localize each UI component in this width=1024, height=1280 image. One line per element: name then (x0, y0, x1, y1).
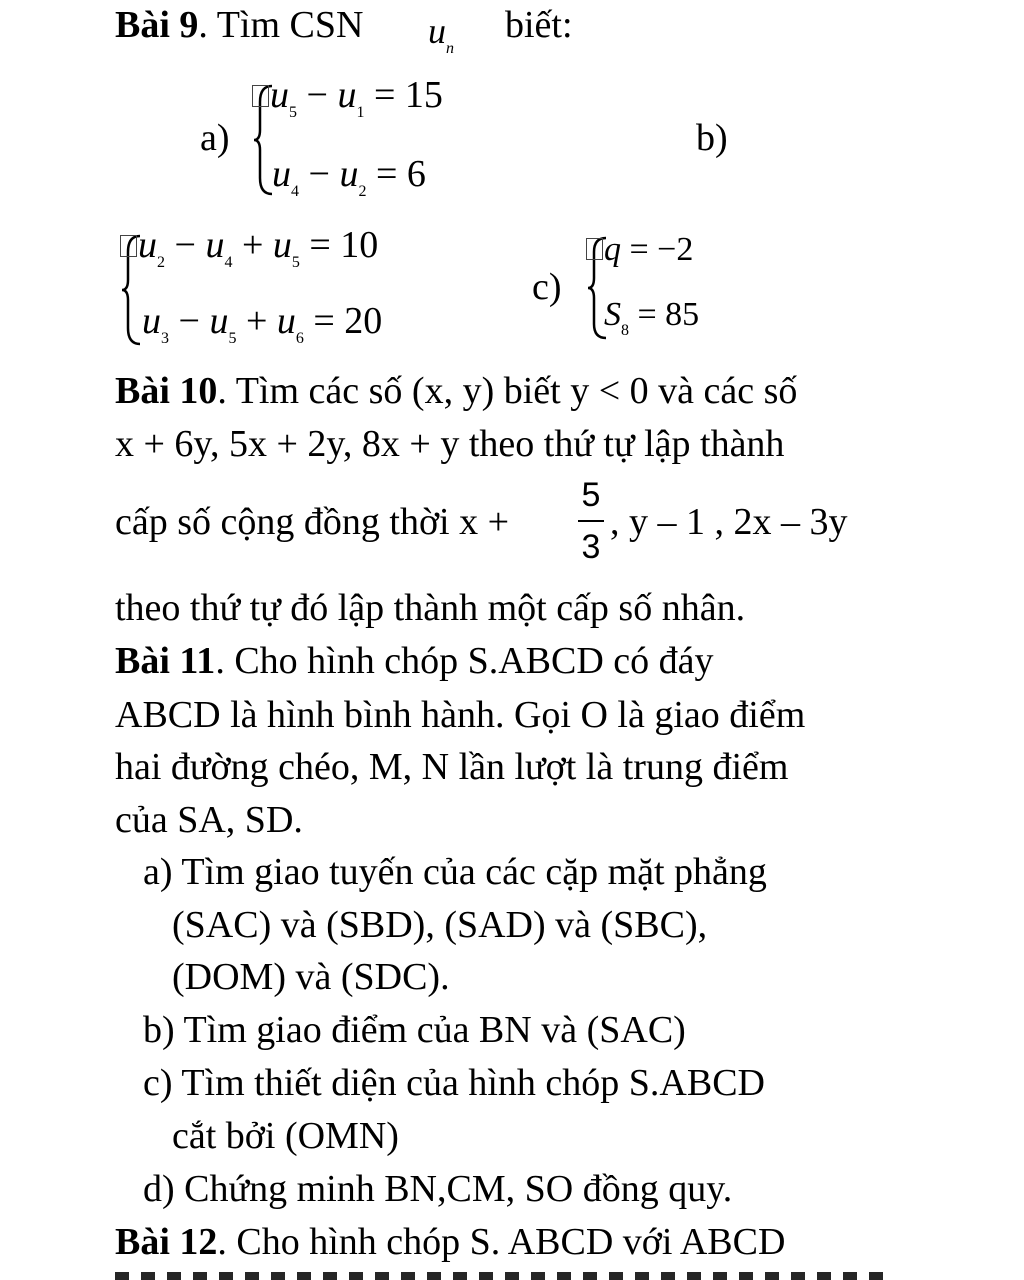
fraction-bar (578, 520, 604, 522)
bai9-b-eq1: $u_2 - u_4 + u_5 = 10$ (120, 226, 378, 271)
bai10-line3-pre: cấp số cộng đồng thời x + (115, 501, 510, 543)
bai10-line3-post: , y – 1 , 2x – 3y (610, 501, 848, 543)
fraction-denominator: 3 (581, 528, 601, 566)
bai9-intro: . Tìm CSN (198, 4, 364, 46)
bai11-line2: ABCD là hình bình hành. Gọi O là giao điểm (115, 694, 806, 736)
bai11-a1: a) Tìm giao tuyến của các cặp mặt phẳng (143, 851, 767, 893)
bai9-c-label: c) (532, 266, 562, 308)
bai10-line4: theo thứ tự đó lập thành một cấp số nhân. (115, 587, 746, 629)
bai12-line1: Bài 12. Cho hình chóp S. ABCD với ABCD (115, 1221, 786, 1263)
bai11-line4: của SA, SD. (115, 799, 303, 841)
bai9-heading (115, 6, 363, 44)
bai9-a-eq2: $u_4 - u_2 = 6$ (272, 153, 426, 200)
bai9-a-label: a) (200, 117, 230, 159)
bai12-title: Bài 12 (115, 1221, 218, 1263)
bai9-b-label: b) (696, 117, 728, 159)
cut-off-line (115, 1272, 895, 1280)
bai9-c-eq1: q = −2 (586, 233, 693, 267)
bai9-b-eq2: $u_3 - u_5 + u_6 = 20$ (142, 300, 383, 347)
bai10-line1: Bài 10. Tìm các số (x, y) biết y < 0 và các số (115, 370, 798, 412)
bai9-c-eq2: $S_8 = 85$ (604, 296, 700, 339)
bai11-c1: c) Tìm thiết diện của hình chóp S.ABCD (143, 1062, 765, 1104)
bai9-title: Bài 9 (115, 4, 199, 46)
missing-glyph-icon (252, 85, 269, 107)
bai10-title: Bài 10 (115, 370, 218, 412)
bai9-a-eq1: $u_5 - u_1 = 15$ (252, 76, 443, 121)
bai11-line1: Bài 11. Cho hình chóp S.ABCD có đáy (115, 640, 714, 682)
missing-glyph-icon (120, 235, 137, 257)
bai9-var: $u_n$ (428, 11, 454, 57)
bai11-a3: (DOM) và (SDC). (172, 956, 450, 998)
bai9-tail: biết: (505, 4, 573, 46)
bai11-b1: b) Tìm giao điểm của BN và (SAC) (143, 1009, 686, 1051)
fraction-numerator: 5 (581, 476, 601, 514)
bai11-c2: cắt bởi (OMN) (172, 1115, 399, 1157)
bai11-line3: hai đường chéo, M, N lần lượt là trung điểm (115, 746, 789, 788)
bai11-title: Bài 11 (115, 640, 216, 682)
bai11-d1: d) Chứng minh BN,CM, SO đồng quy. (143, 1168, 733, 1210)
bai11-a2: (SAC) và (SBD), (SAD) và (SBC), (172, 904, 708, 946)
bai10-line2: x + 6y, 5x + 2y, 8x + y theo thứ tự lập thành (115, 423, 785, 465)
fraction (578, 476, 604, 568)
missing-glyph-icon (586, 238, 603, 260)
